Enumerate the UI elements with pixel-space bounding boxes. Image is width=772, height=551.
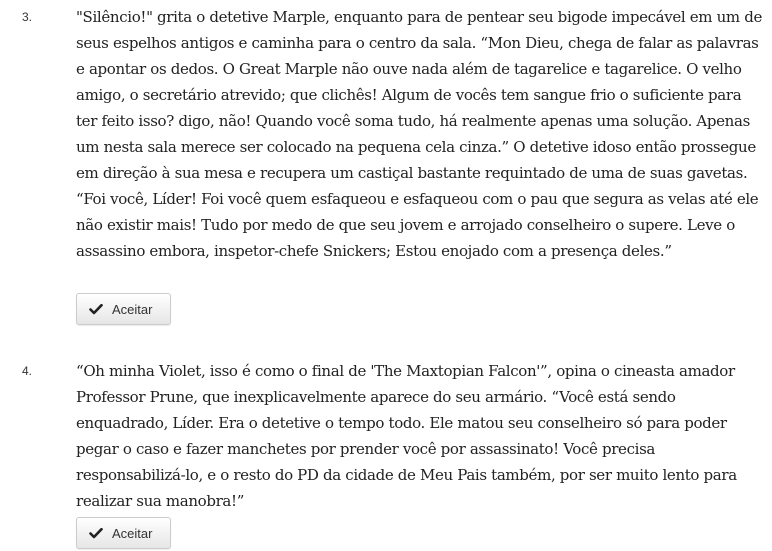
accept-button[interactable] — [76, 517, 171, 549]
check-icon — [89, 526, 103, 540]
option-number: 3. — [22, 10, 33, 24]
option-text: "Silêncio!" grita o detetive Marple, enquanto para de pentear seu bigode impecável em um de seus espelhos antigos e caminha para o centro da sala. “Mon Dieu, chega de falar as palavras e apontar os dedos. O Great Marple não ouve nada além de tagarelice e tagarelice. O velho amigo, o secretário atrevido; que clichês! Algum de vocês tem sangue frio o suficiente para ter feito isso? digo, não! Quando você soma tudo, há realmente apenas uma solução. Apenas um nesta sala merece ser colocado na pequena cela cinza.” O detetive idoso então prossegue em direção à sua mesa e recupera um castiçal bastante requintado de uma de suas gavetas. “Foi você, Líder! Foi você quem esfaqueou e esfaqueou com o pau que segura as velas até ele não existir mais! Tudo por medo de que seu jovem e arrojado conselheiro o supere. Leve o assassino embora, inspetor-chefe Snickers; Estou enojado com a presença deles.” — [76, 8, 762, 260]
accept-button-label: Aceitar — [112, 525, 153, 541]
accept-button[interactable] — [76, 293, 171, 325]
check-icon — [89, 302, 103, 316]
accept-button-label: Aceitar — [112, 301, 153, 317]
option-number: 4. — [22, 364, 33, 378]
option-text: “Oh minha Violet, isso é como o final de 'The Maxtopian Falcon'”, opina o cineasta amador Professor Prune, que inexplicavelmente aparece do seu armário. “Você está sendo enquadrado, Líder. Era o detetive o tempo todo. Ele matou seu conselheiro só para poder pegar o caso e fazer manchetes por prender você por assassinato! Você precisa responsabilizá-lo, e o resto do PD da cidade de Meu Pais também, por ser muito lento para realizar sua manobra!” — [76, 362, 737, 510]
